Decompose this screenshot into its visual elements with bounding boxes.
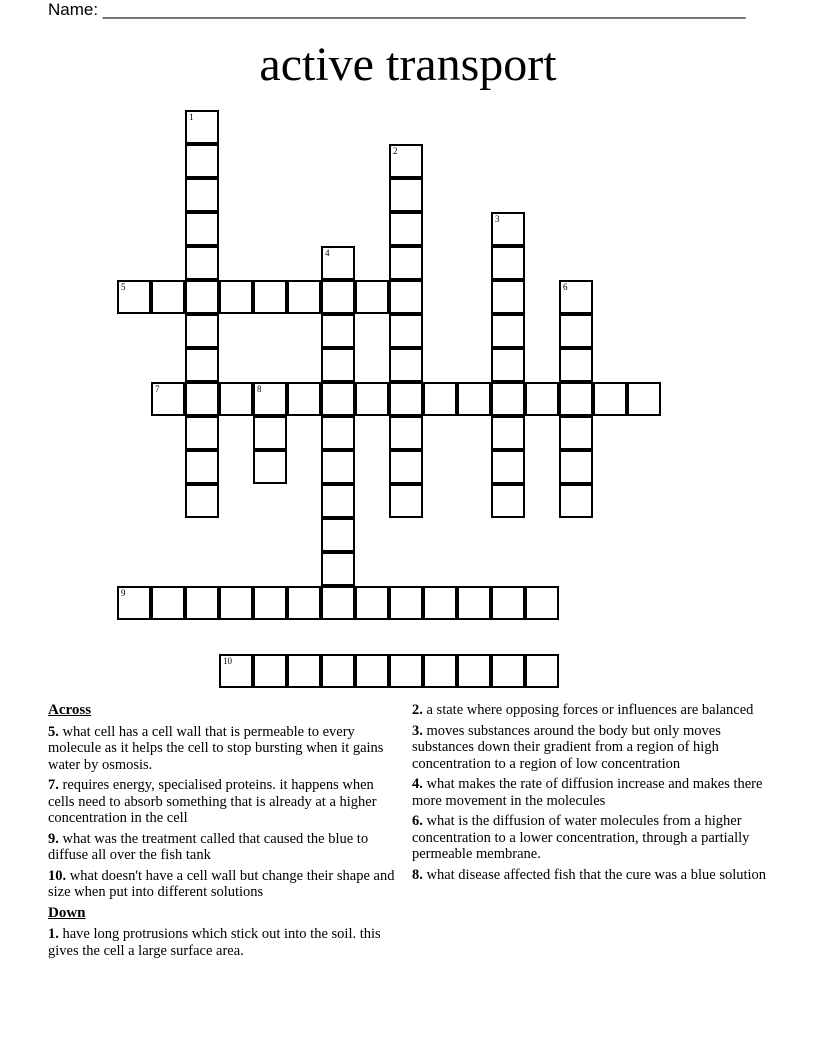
crossword-cell[interactable]	[219, 586, 253, 620]
crossword-cell[interactable]	[457, 586, 491, 620]
crossword-cell[interactable]	[525, 382, 559, 416]
crossword-cell[interactable]	[185, 246, 219, 280]
crossword-cell[interactable]	[185, 450, 219, 484]
crossword-cell[interactable]	[253, 450, 287, 484]
crossword-cell[interactable]	[457, 382, 491, 416]
clue-item-number: 4.	[412, 776, 423, 792]
clue-item-number: 8.	[412, 866, 423, 883]
crossword-cell[interactable]	[117, 586, 151, 620]
crossword-cell[interactable]	[185, 348, 219, 382]
clue-number: 2	[393, 146, 398, 156]
clue-item-number: 3.	[412, 722, 423, 739]
crossword-cell[interactable]	[219, 382, 253, 416]
clue-number: 9	[121, 588, 126, 598]
crossword-cell[interactable]	[321, 552, 355, 586]
crossword-cell[interactable]	[355, 280, 389, 314]
crossword-cell[interactable]	[389, 416, 423, 450]
down-heading: Down	[48, 904, 86, 921]
crossword-cell[interactable]	[321, 246, 355, 280]
crossword-cell[interactable]	[253, 586, 287, 620]
crossword-cell[interactable]	[491, 246, 525, 280]
crossword-cell[interactable]	[355, 382, 389, 416]
crossword-cell[interactable]	[287, 654, 321, 688]
clue-item-text: what is the diffusion of water molecules from a higher concentration to a lower concentration, through a partially permeable membrane.	[412, 813, 750, 862]
crossword-cell[interactable]	[559, 416, 593, 450]
crossword-cell[interactable]	[491, 484, 525, 518]
crossword-cell[interactable]	[457, 654, 491, 688]
crossword-cell[interactable]	[321, 586, 355, 620]
clue-item	[412, 776, 776, 809]
clue-item-text: have long protrusions which stick out into the soil. this gives the cell a large surface area.	[48, 926, 381, 959]
crossword-cell[interactable]	[389, 450, 423, 484]
crossword-cell[interactable]	[321, 382, 355, 416]
crossword-cell[interactable]	[321, 484, 355, 518]
clue-item-number: 5.	[48, 723, 59, 740]
crossword-cell[interactable]	[321, 518, 355, 552]
crossword-cell[interactable]	[219, 280, 253, 314]
clue-number: 5	[121, 282, 126, 292]
clue-number: 7	[155, 384, 160, 394]
crossword-cell[interactable]	[151, 382, 185, 416]
across-heading: Across	[48, 702, 92, 718]
clue-item-text: what doesn't have a cell wall but change their shape and size when put into different solutions	[48, 867, 395, 900]
clue-item-number: 7.	[48, 777, 59, 793]
clue-item-number: 1.	[48, 926, 59, 942]
crossword-cell[interactable]	[525, 586, 559, 620]
crossword-cell[interactable]	[287, 280, 321, 314]
crossword-cell[interactable]	[321, 280, 355, 314]
clue-item-number: 9.	[48, 830, 59, 847]
crossword-cell[interactable]	[355, 654, 389, 688]
crossword-cell[interactable]	[321, 348, 355, 382]
crossword-cell[interactable]	[559, 484, 593, 518]
crossword-cell[interactable]	[151, 280, 185, 314]
crossword-cell[interactable]	[491, 382, 525, 416]
puzzle-title: active transport	[259, 38, 557, 91]
crossword-cell[interactable]	[185, 212, 219, 246]
crossword-cell[interactable]	[185, 586, 219, 620]
crossword-cell[interactable]	[151, 586, 185, 620]
crossword-cell[interactable]	[559, 348, 593, 382]
crossword-cell[interactable]	[491, 416, 525, 450]
clue-item	[48, 926, 398, 959]
crossword-cell[interactable]	[287, 586, 321, 620]
clue-item-text: requires energy, specialised proteins. it happens when cells need to absorb something that is already at a higher concentration in the cell	[48, 777, 377, 826]
crossword-cell[interactable]	[593, 382, 627, 416]
clue-number: 8	[257, 384, 262, 394]
clue-item	[48, 724, 398, 774]
crossword-cell[interactable]	[117, 280, 151, 314]
crossword-cell[interactable]	[185, 178, 219, 212]
crossword-cell[interactable]	[355, 586, 389, 620]
crossword-cell[interactable]	[491, 280, 525, 314]
crossword-cell[interactable]	[389, 212, 423, 246]
crossword-cell[interactable]	[219, 654, 253, 688]
clue-item-text: what disease affected fish that the cure was a blue solution	[422, 866, 767, 883]
crossword-cell[interactable]	[491, 450, 525, 484]
crossword-cell[interactable]	[389, 178, 423, 212]
crossword-cell[interactable]	[491, 212, 525, 246]
clue-item	[412, 702, 776, 719]
clue-item-text: what makes the rate of diffusion increase and makes there more movement in the molecules	[412, 776, 763, 809]
clue-item	[412, 867, 776, 884]
crossword-cell[interactable]	[389, 314, 423, 348]
clue-number: 4	[325, 248, 330, 258]
crossword-cell[interactable]	[253, 382, 287, 416]
clue-number: 1	[189, 112, 194, 122]
clue-item-number: 10.	[48, 867, 67, 884]
crossword-cell[interactable]	[491, 654, 525, 688]
crossword-cell[interactable]	[423, 654, 457, 688]
clue-number: 6	[563, 282, 568, 292]
clue-item-text: what was the treatment called that caused the blue to diffuse all over the fish tank	[48, 830, 369, 863]
crossword-cell[interactable]	[389, 382, 423, 416]
clue-item-text: what cell has a cell wall that is permeable to every molecule as it helps the cell to stop bursting when it gains water by osmosis.	[48, 723, 384, 773]
crossword-cell[interactable]	[559, 280, 593, 314]
crossword-cell[interactable]	[321, 654, 355, 688]
crossword-cell[interactable]	[559, 382, 593, 416]
crossword-cell[interactable]	[185, 382, 219, 416]
crossword-cell[interactable]	[321, 450, 355, 484]
crossword-cell[interactable]	[185, 144, 219, 178]
clue-item	[412, 813, 776, 863]
clue-item	[48, 831, 398, 864]
crossword-cell[interactable]	[559, 314, 593, 348]
crossword-cell[interactable]	[253, 416, 287, 450]
crossword-cell[interactable]	[185, 484, 219, 518]
crossword-cell[interactable]	[185, 110, 219, 144]
crossword-cell[interactable]	[389, 484, 423, 518]
crossword-cell[interactable]	[389, 144, 423, 178]
crossword-cell[interactable]	[185, 314, 219, 348]
crossword-cell[interactable]	[491, 314, 525, 348]
clue-item-text: a state where opposing forces or influences are balanced	[422, 702, 754, 718]
crossword-cell[interactable]	[253, 280, 287, 314]
crossword-cell[interactable]	[389, 586, 423, 620]
crossword-cell[interactable]	[423, 586, 457, 620]
crossword-cell[interactable]	[287, 382, 321, 416]
crossword-cell[interactable]	[525, 654, 559, 688]
crossword-cell[interactable]	[321, 416, 355, 450]
crossword-cell[interactable]	[491, 586, 525, 620]
clues-column-left	[48, 702, 398, 963]
clue-item-number: 2.	[412, 702, 423, 718]
crossword-cell[interactable]	[253, 654, 287, 688]
clues-column-right	[412, 702, 776, 887]
clue-item-number: 6.	[412, 813, 423, 829]
crossword-cell[interactable]	[389, 654, 423, 688]
crossword-cell[interactable]	[389, 348, 423, 382]
crossword-cell[interactable]	[627, 382, 661, 416]
clue-number: 10	[223, 656, 232, 666]
clue-item	[412, 723, 776, 773]
crossword-cell[interactable]	[321, 314, 355, 348]
name-field-label: Name: ____________________________________________________________________	[48, 0, 746, 19]
crossword-cell[interactable]	[185, 280, 219, 314]
crossword-cell[interactable]	[559, 450, 593, 484]
crossword-cell[interactable]	[491, 348, 525, 382]
clue-item-text: moves substances around the body but only moves substances down their gradient from a region of high concentration to a region of low concentration	[412, 722, 721, 772]
clue-number: 3	[495, 214, 500, 224]
clue-item	[48, 868, 398, 901]
crossword-cell[interactable]	[389, 246, 423, 280]
crossword-cell[interactable]	[185, 416, 219, 450]
crossword-cell[interactable]	[423, 382, 457, 416]
crossword-cell[interactable]	[389, 280, 423, 314]
clue-item	[48, 777, 398, 827]
